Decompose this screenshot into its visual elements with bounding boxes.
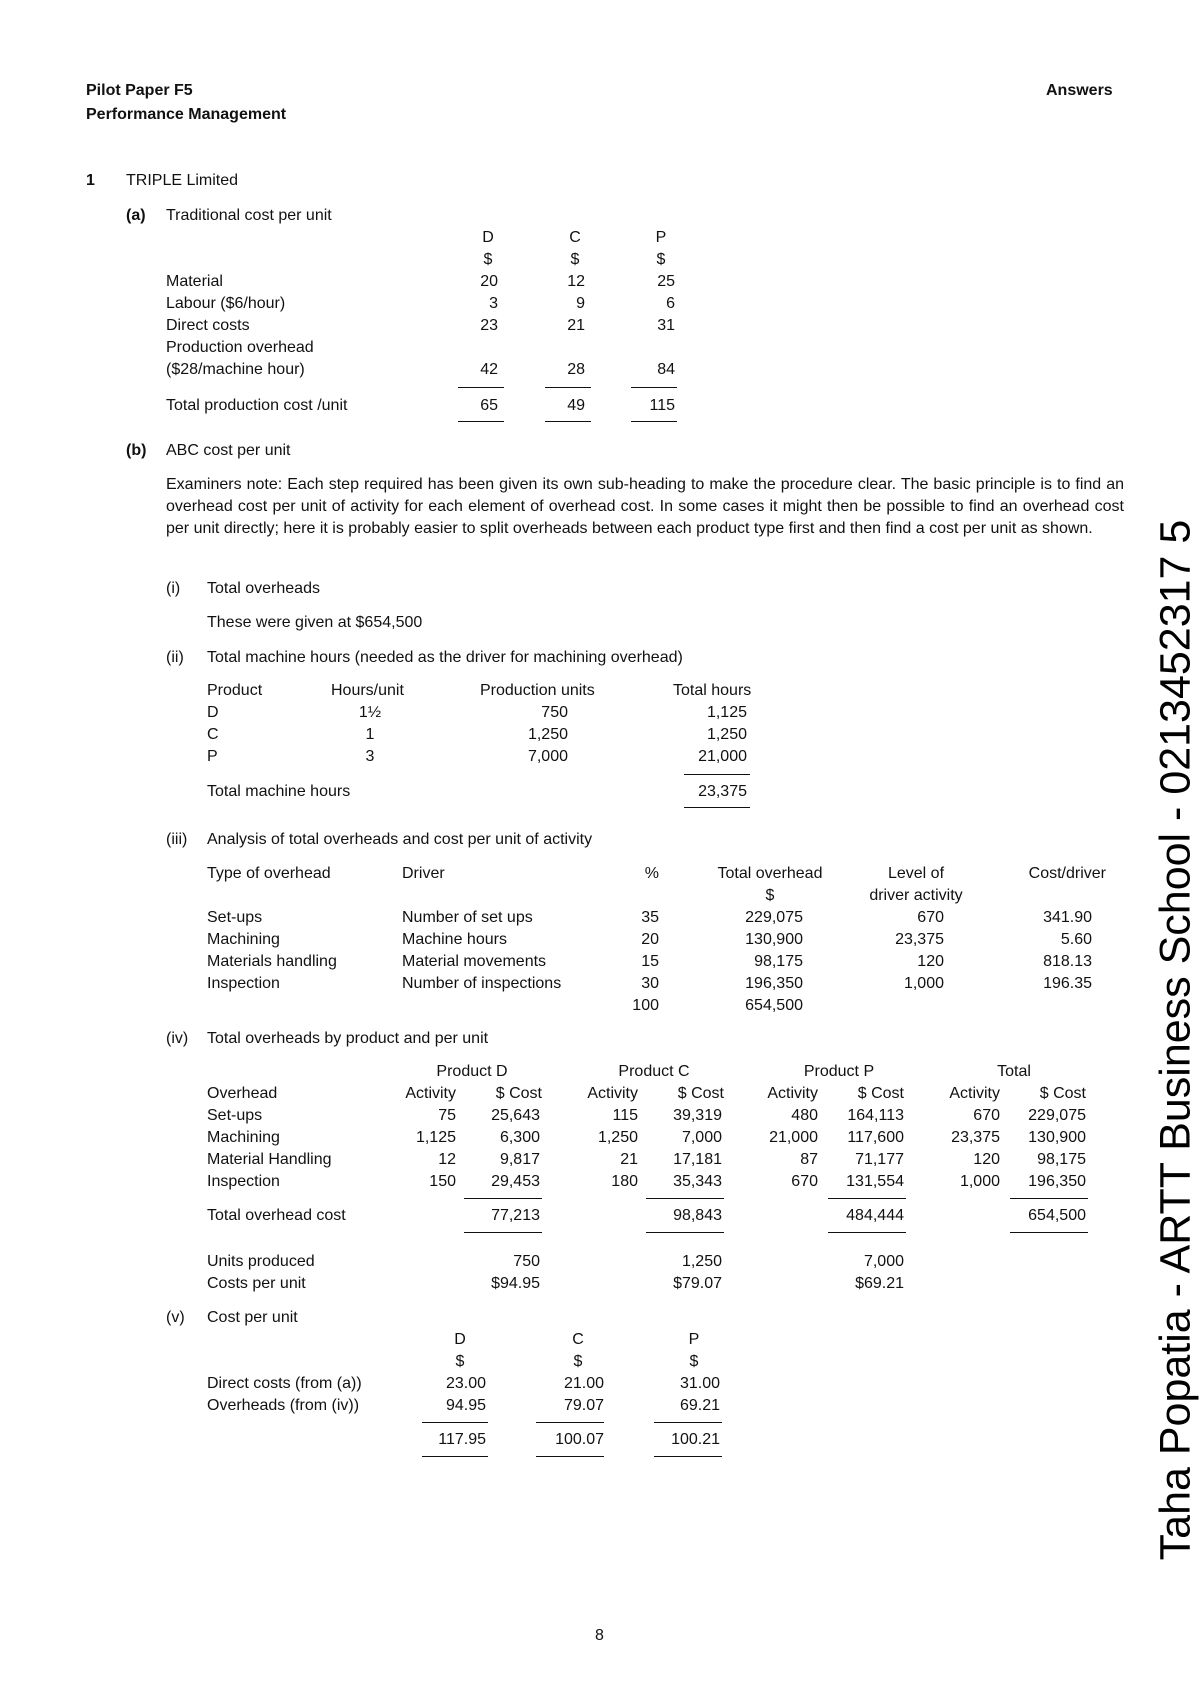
cpu-cell: $69.21 [855, 1275, 904, 1292]
total-cell: 49 [567, 397, 585, 414]
col-header: Driver [402, 865, 445, 882]
rule [828, 1232, 906, 1233]
cell: 180 [611, 1173, 638, 1190]
total-label: Total machine hours [207, 783, 351, 800]
cell: Machine hours [402, 931, 507, 948]
total-cell: 484,444 [846, 1207, 904, 1224]
part-b-title: ABC cost per unit [166, 442, 291, 459]
cell: 1,250 [597, 1129, 638, 1146]
rule [536, 1456, 604, 1457]
cell: 71,177 [855, 1151, 904, 1168]
col-header-p: P [655, 229, 667, 246]
cell: 150 [429, 1173, 456, 1190]
rule [828, 1198, 906, 1199]
rule [684, 807, 750, 808]
header-answers: Answers [1046, 82, 1113, 99]
col-header-d: D [454, 1331, 466, 1348]
question-title: TRIPLE Limited [126, 172, 239, 189]
cell: 670 [791, 1173, 818, 1190]
rule [654, 1456, 722, 1457]
page-number: 8 [595, 1627, 604, 1644]
sub-header-activity: Activity [949, 1085, 1000, 1102]
cell: 120 [973, 1151, 1000, 1168]
cell: 130,900 [1028, 1129, 1086, 1146]
col-header-p: P [688, 1331, 700, 1348]
units-cell: 1,250 [681, 1253, 722, 1270]
cell: 20 [480, 273, 498, 290]
part-a-label: (a) [126, 207, 146, 224]
cell: 130,900 [745, 931, 803, 948]
cell: 115 [612, 1107, 638, 1124]
currency-p: $ [656, 251, 666, 268]
cell: 21.00 [563, 1375, 604, 1392]
cell: 1½ [358, 704, 382, 721]
rule [684, 774, 750, 775]
cell: Machining [207, 1129, 280, 1146]
col-subheader: $ [765, 887, 775, 904]
total-cell: 654,500 [745, 997, 803, 1014]
cell: 1,125 [706, 704, 747, 721]
rule [422, 1456, 488, 1457]
cell: 6,300 [499, 1129, 540, 1146]
cell: 30 [641, 975, 659, 992]
row-label: Direct costs (from (a)) [207, 1375, 362, 1392]
currency-d: $ [483, 251, 493, 268]
rule [545, 421, 591, 422]
cell: Material movements [402, 953, 547, 970]
cell: 120 [917, 953, 944, 970]
cell: 39,319 [673, 1107, 722, 1124]
cell: 818.13 [1043, 953, 1092, 970]
col-header-c: C [572, 1331, 584, 1348]
rule [464, 1232, 542, 1233]
col-header: % [644, 865, 659, 882]
cell: 42 [480, 361, 498, 378]
cell: 69.21 [679, 1397, 720, 1414]
cell: 23,375 [895, 931, 944, 948]
group-header: Product C [618, 1063, 690, 1080]
sub-i-text: These were given at $654,500 [207, 614, 423, 631]
cell: 1,125 [415, 1129, 456, 1146]
sub-ii-label: (ii) [166, 649, 184, 666]
cell: 480 [791, 1107, 818, 1124]
cell: 29,453 [491, 1173, 540, 1190]
sub-header-cost: $ Cost [677, 1085, 724, 1102]
cell: 117,600 [847, 1129, 904, 1146]
rule [631, 387, 677, 388]
sub-header-activity: Activity [405, 1085, 456, 1102]
cell: 1 [365, 726, 375, 743]
cell: 94.95 [445, 1397, 486, 1414]
cell: 7,000 [681, 1129, 722, 1146]
rule [654, 1422, 722, 1423]
col-header-d: D [482, 229, 494, 246]
cell: 28 [567, 361, 585, 378]
rule [545, 387, 591, 388]
cell: Set-ups [207, 909, 263, 926]
cell: 75 [438, 1107, 456, 1124]
cell: Set-ups [207, 1107, 263, 1124]
cell: P [207, 748, 218, 765]
row-label: Labour ($6/hour) [166, 295, 286, 312]
row-header: Overhead [207, 1085, 278, 1102]
cell: 21 [567, 317, 585, 334]
units-cell: 750 [513, 1253, 540, 1270]
sub-iii-label: (iii) [166, 831, 188, 848]
cell: Machining [207, 931, 280, 948]
sub-header-activity: Activity [767, 1085, 818, 1102]
rule [646, 1198, 724, 1199]
cell: 196,350 [745, 975, 803, 992]
currency-p: $ [689, 1353, 699, 1370]
col-header-c: C [569, 229, 581, 246]
total-cell: 100.21 [671, 1431, 720, 1448]
rule [464, 1198, 542, 1199]
rule [646, 1232, 724, 1233]
cell: 35 [641, 909, 659, 926]
col-header: Total overhead [717, 865, 823, 882]
cell: 87 [800, 1151, 818, 1168]
total-cell: 100 [632, 997, 659, 1014]
row-label: Overheads (from (iv)) [207, 1397, 360, 1414]
cell: Inspection [207, 1173, 280, 1190]
header-subject: Performance Management [86, 106, 287, 123]
cell: Inspection [207, 975, 280, 992]
cell: 3 [489, 295, 498, 312]
cell: 98,175 [754, 953, 803, 970]
cell: Materials handling [207, 953, 337, 970]
cell: 5.60 [1060, 931, 1092, 948]
sub-iv-label: (iv) [166, 1030, 189, 1047]
col-subheader: driver activity [869, 887, 963, 904]
units-label: Units produced [207, 1253, 315, 1270]
cell: 9,817 [499, 1151, 540, 1168]
total-label: Total overhead cost [207, 1207, 346, 1224]
cell: 12 [438, 1151, 456, 1168]
examiners-note: Examiners note: Each step required has been given its own sub-heading to make the procedure clear. The basic principle is to find an overhead cost per unit of activity for each element of overhead cost. In some cases it might then be possible to find an overhead cost per unit directly; here it is probably easier to split overheads between each product type first and then find a cost per unit as shown. [166, 476, 1124, 537]
currency-d: $ [455, 1353, 465, 1370]
cell: C [207, 726, 219, 743]
cell: 35,343 [673, 1173, 722, 1190]
cell: 9 [576, 295, 585, 312]
sub-iv-title: Total overheads by product and per unit [207, 1030, 489, 1047]
cell: 23.00 [445, 1375, 486, 1392]
watermark: Taha Popatia - ARTT Business School - 0213452317 5 [1151, 519, 1200, 1561]
cell: 23,375 [951, 1129, 1000, 1146]
row-label: Material [166, 273, 223, 290]
cell: 25 [657, 273, 675, 290]
cell: 341.90 [1043, 909, 1092, 926]
cell: 15 [641, 953, 659, 970]
row-label: ($28/machine hour) [166, 361, 305, 378]
cpu-label: Costs per unit [207, 1275, 306, 1292]
sub-i-title: Total overheads [207, 580, 320, 597]
col-header: Production units [480, 682, 595, 699]
total-cell: 23,375 [698, 783, 747, 800]
total-cell: 65 [480, 397, 498, 414]
cell: 23 [480, 317, 498, 334]
cell: 25,643 [491, 1107, 540, 1124]
total-cell: 77,213 [491, 1207, 540, 1224]
cell: 196.35 [1043, 975, 1092, 992]
col-header: Hours/unit [331, 682, 404, 699]
rule [1010, 1232, 1088, 1233]
cell: 79.07 [563, 1397, 604, 1414]
group-header: Product P [803, 1063, 875, 1080]
cell: 1,000 [903, 975, 944, 992]
rule [458, 421, 504, 422]
cell: 21 [620, 1151, 638, 1168]
cell: 164,113 [847, 1107, 904, 1124]
rule [631, 421, 677, 422]
cell: 196,350 [1028, 1173, 1086, 1190]
part-b-label: (b) [126, 442, 147, 459]
cell: 84 [657, 361, 675, 378]
cell: 1,000 [959, 1173, 1000, 1190]
total-label: Total production cost /unit [166, 397, 348, 414]
sub-header-cost: $ Cost [495, 1085, 542, 1102]
cell: 1,250 [527, 726, 568, 743]
sub-i-label: (i) [166, 580, 181, 597]
col-header: Level of [887, 865, 945, 882]
rule [1010, 1198, 1088, 1199]
cell: 670 [973, 1107, 1000, 1124]
cell: 21,000 [769, 1129, 818, 1146]
cell: 31 [657, 317, 675, 334]
total-cell: 100.07 [555, 1431, 604, 1448]
cell: 12 [567, 273, 585, 290]
cell: 3 [365, 748, 375, 765]
total-cell: 654,500 [1028, 1207, 1086, 1224]
col-header: Type of overhead [207, 865, 331, 882]
part-a-title: Traditional cost per unit [166, 207, 332, 224]
cell: 670 [917, 909, 944, 926]
group-header: Total [997, 1063, 1031, 1080]
question-number: 1 [86, 172, 95, 189]
total-cell: 98,843 [673, 1207, 722, 1224]
group-header: Product D [436, 1063, 508, 1080]
cell: 6 [666, 295, 675, 312]
currency-c: $ [570, 251, 580, 268]
total-cell: 115 [649, 397, 675, 414]
sub-v-label: (v) [166, 1309, 185, 1326]
total-cell: 117.95 [438, 1431, 486, 1448]
cell: 21,000 [698, 748, 747, 765]
cell: 750 [541, 704, 568, 721]
cell: D [207, 704, 219, 721]
cell: 131,554 [846, 1173, 904, 1190]
col-header: Product [207, 682, 263, 699]
cell: 229,075 [1028, 1107, 1086, 1124]
row-label: Direct costs [166, 317, 250, 334]
row-label: Production overhead [166, 339, 314, 356]
sub-header-cost: $ Cost [1039, 1085, 1086, 1102]
rule [458, 387, 504, 388]
cell: Material Handling [207, 1151, 332, 1168]
currency-c: $ [573, 1353, 583, 1370]
sub-header-cost: $ Cost [857, 1085, 904, 1102]
cell: 7,000 [527, 748, 568, 765]
rule [536, 1422, 604, 1423]
sub-ii-title: Total machine hours (needed as the driver for machining overhead) [207, 649, 683, 666]
units-cell: 7,000 [863, 1253, 904, 1270]
cell: 229,075 [745, 909, 803, 926]
header-paper-title: Pilot Paper F5 [86, 82, 193, 99]
col-header: Total hours [673, 682, 752, 699]
col-header: Cost/driver [1028, 865, 1106, 882]
sub-v-title: Cost per unit [207, 1309, 298, 1326]
cell: 20 [641, 931, 659, 948]
cpu-cell: $94.95 [491, 1275, 540, 1292]
cell: 17,181 [673, 1151, 722, 1168]
sub-iii-title: Analysis of total overheads and cost per unit of activity [207, 831, 593, 848]
cell: 1,250 [706, 726, 747, 743]
cpu-cell: $79.07 [673, 1275, 722, 1292]
cell: 98,175 [1037, 1151, 1086, 1168]
rule [422, 1422, 488, 1423]
sub-header-activity: Activity [587, 1085, 638, 1102]
cell: Number of inspections [402, 975, 562, 992]
cell: Number of set ups [402, 909, 533, 926]
cell: 31.00 [679, 1375, 720, 1392]
